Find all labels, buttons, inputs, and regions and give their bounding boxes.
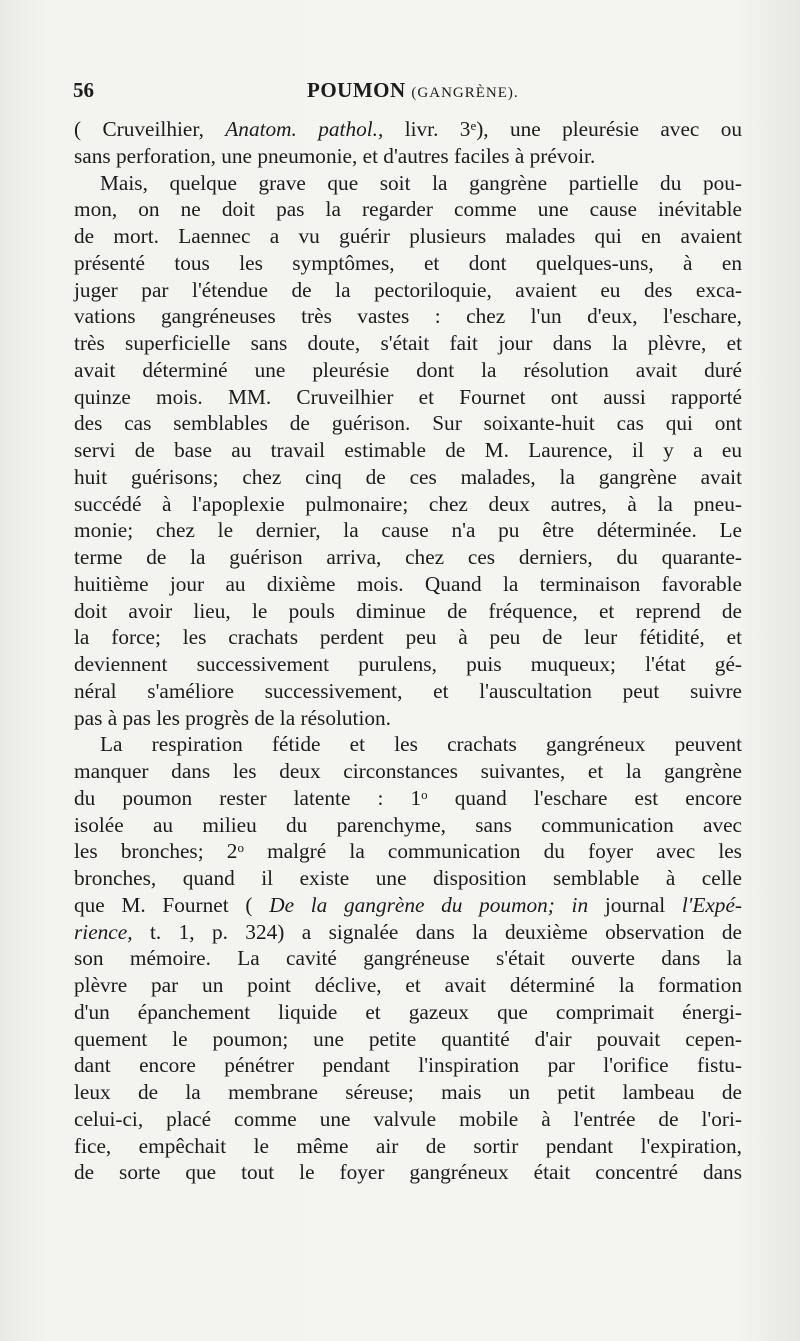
page-number: 56: [73, 78, 94, 102]
text-line: juger par l'étendue de la pectoriloquie, avaient eu des exca-: [74, 277, 742, 302]
text-line: des cas semblables de guérison. Sur soixante-huit cas qui ont: [74, 411, 742, 436]
text-line: leux de la membrane séreuse; mais un petit lambeau de: [74, 1080, 742, 1104]
text-line: terme de la guérison arriva, chez ces derniers, du quarante-: [74, 545, 742, 569]
text-line: doit avoir lieu, le pouls diminue de fréquence, et reprend de: [74, 598, 742, 623]
text-line: présenté tous les symptômes, et dont quelques-uns, à en: [74, 250, 742, 275]
running-title-paren: (GANGRÈNE).: [411, 85, 519, 101]
text-line: de sorte que tout le foyer gangréneux était concentré dans: [74, 1160, 742, 1185]
text-line: dant encore pénétrer pendant l'inspiration par l'orifice fistu-: [74, 1053, 742, 1078]
text-line: ( Cruveilhier, Anatom. pathol., livr. 3e), une pleurésie avec ou: [74, 117, 743, 141]
text-line: celui-ci, placé comme une valvule mobile à l'entrée de l'ori-: [74, 1106, 742, 1131]
text-line: néral s'améliore successivement, et l'auscultation peut suivre: [74, 678, 742, 703]
text-line: les bronches; 2$^o$ malgré la communication du foyer avec les: [74, 839, 742, 864]
text-line: d'un épanchement liquide et gazeux que comprimait énergi-: [74, 999, 742, 1024]
text-line: que M. Fournet ( De la gangrène du poumon; in journal l'Expé-: [74, 892, 742, 917]
text-line: huitième jour au dixième mois. Quand la terminaison favorable: [74, 571, 742, 596]
text-line: succédé à l'apoplexie pulmonaire; chez deux autres, à la pneu-: [74, 491, 742, 516]
text-line: vations gangréneuses très vastes : chez l'un d'eux, l'eschare,: [74, 304, 742, 329]
text-line: manquer dans les deux circonstances suivantes, et la gangrène: [74, 759, 742, 783]
text-line: isolée au milieu du parenchyme, sans communication avec: [74, 812, 742, 837]
text-line: quement le poumon; une petite quantité d'air pouvait cepen-: [74, 1026, 742, 1051]
running-title-main: POUMON: [307, 78, 406, 102]
text-line: quinze mois. MM. Cruveilhier et Fournet ont aussi rapporté: [74, 384, 742, 409]
text-line: avait déterminé une pleurésie dont la résolution avait duré: [74, 357, 742, 382]
body-text: [74, 116, 742, 1186]
paragraph-start-line: Mais, quelque grave que soit la gangrène partielle du pou-: [100, 170, 742, 195]
text-line: du poumon rester latente : 1$^o$ quand l'eschare est encore: [74, 785, 743, 810]
text-line: servi de base au travail estimable de M. Laurence, il y a eu: [74, 438, 742, 462]
text-line: monie; chez le dernier, la cause n'a pu être déterminée. Le: [74, 518, 742, 543]
running-title: [307, 78, 519, 103]
text-line: fice, empêchait le même air de sortir pendant l'expiration,: [74, 1133, 742, 1158]
text-line: bronches, quand il existe une disposition semblable à celle: [74, 866, 742, 890]
text-line: sans perforation, une pneumonie, et d'autres faciles à prévoir.: [74, 143, 596, 168]
text-line: son mémoire. La cavité gangréneuse s'était ouverte dans la: [74, 946, 742, 971]
text-line: plèvre par un point déclive, et avait déterminé la formation: [74, 973, 742, 997]
text-line: pas à pas les progrès de la résolution.: [74, 705, 391, 730]
paragraph-start-line: La respiration fétide et les crachats gangréneux peuvent: [100, 732, 742, 757]
text-line: huit guérisons; chez cinq de ces malades, la gangrène avait: [74, 464, 742, 489]
text-line: mon, on ne doit pas la regarder comme une cause inévitable: [74, 197, 742, 222]
running-header: [73, 78, 743, 112]
text-line: rience, t. 1, p. 324) a signalée dans la deuxième observation de: [74, 919, 742, 944]
text-line: la force; les crachats perdent peu à peu de leur fétidité, et: [74, 625, 742, 650]
text-line: de mort. Laennec a vu guérir plusieurs malades qui en avaient: [74, 224, 742, 248]
text-line: deviennent successivement purulens, puis muqueux; l'état gé-: [74, 652, 742, 676]
text-line: très superficielle sans doute, s'était fait jour dans la plèvre, et: [74, 331, 742, 355]
